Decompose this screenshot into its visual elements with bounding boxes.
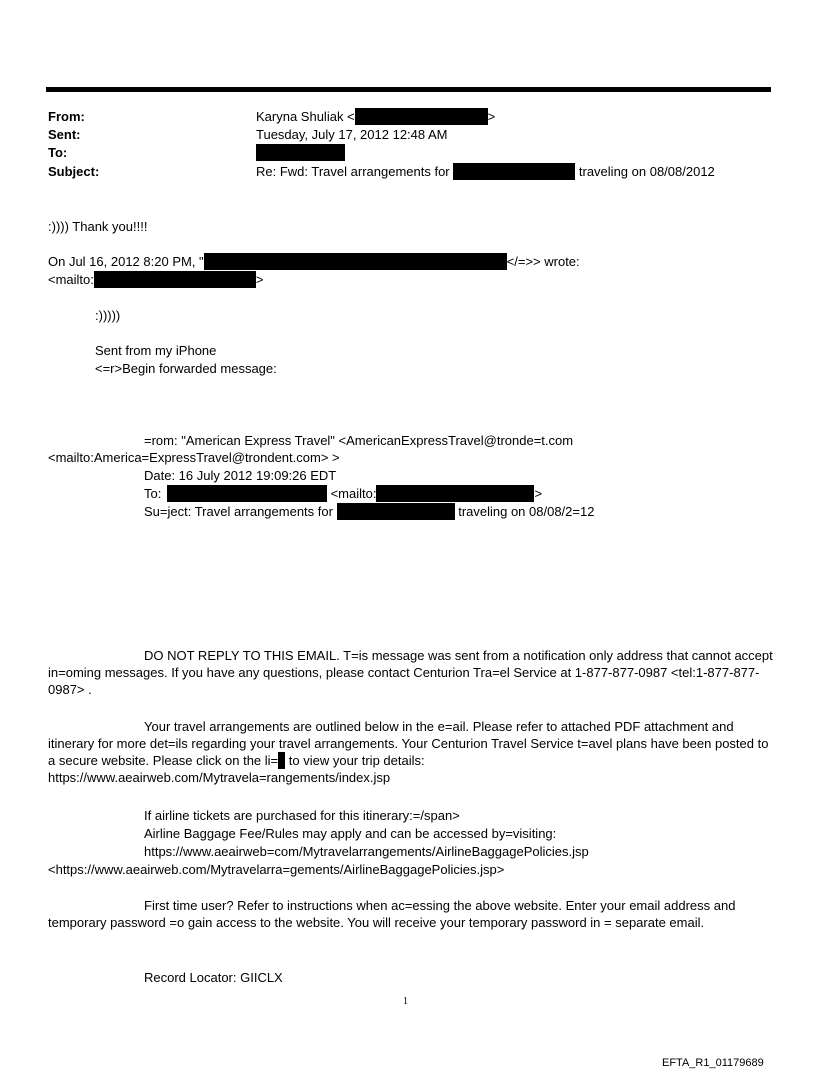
arrangements-rest: itinerary for more det=ils regarding your travel arrangements. Your Centurion Travel Service t=avel plans have been posted to a secure website. Please click on the li= bbox=[48, 736, 769, 768]
arrangements-paragraph bbox=[48, 718, 773, 786]
mailto-end: > bbox=[255, 272, 264, 287]
redaction-block bbox=[167, 485, 327, 502]
header-rule bbox=[46, 87, 771, 92]
bates-number: EFTA_R1_01179689 bbox=[662, 1057, 764, 1069]
page-number: 1 bbox=[403, 996, 408, 1007]
arrangements-tail: to view your trip details: bbox=[285, 753, 425, 768]
mailto-start: <mailto: bbox=[48, 272, 94, 287]
redaction-block bbox=[355, 108, 488, 125]
mailto-line bbox=[48, 271, 263, 288]
notice-paragraph bbox=[48, 647, 773, 698]
subject-value bbox=[256, 163, 715, 180]
redaction-block bbox=[204, 253, 507, 270]
baggage-url-2: <https://www.aeairweb.com/Mytravelarra=gements/AirlineBaggagePolicies.jsp> bbox=[48, 862, 505, 877]
redaction-block bbox=[376, 485, 534, 502]
notice-rest: accept in=oming messages. If you have any questions, please contact Centurion Tra=el Service at 1-877-877-0987 <tel:1-877-877-0987> . bbox=[48, 648, 773, 697]
redaction-block bbox=[337, 503, 455, 520]
subject-label: Subject: bbox=[48, 164, 100, 179]
subject-suffix: traveling on 08/08/2012 bbox=[578, 164, 715, 179]
redaction-block bbox=[94, 271, 256, 288]
fwd-subject-start: Su=ject: Travel arrangements for bbox=[144, 504, 333, 519]
fwd-date-line: Date: 16 July 2012 19:09:26 EDT bbox=[144, 468, 337, 483]
fwd-subject-end: traveling on 08/08/2=12 bbox=[458, 504, 595, 519]
smiley-line: :))))) bbox=[95, 308, 121, 323]
fwd-to-label: To: bbox=[144, 486, 162, 501]
fwd-to-close: > bbox=[534, 486, 543, 501]
redaction-block bbox=[453, 163, 575, 180]
to-value bbox=[256, 144, 345, 161]
from-close: > bbox=[487, 109, 496, 124]
first-time-first-line: First time user? Refer to instructions when ac=essing the above website. Enter your email address and bbox=[144, 898, 736, 913]
thanks-line: :)))) Thank you!!!! bbox=[48, 219, 148, 234]
fwd-mailto-line: <mailto:America=ExpressTravel@trondent.com> > bbox=[48, 450, 340, 465]
first-time-rest: temporary password =o gain access to the website. You will receive your temporary password in = separate email. bbox=[48, 915, 705, 930]
to-label: To: bbox=[48, 145, 68, 160]
fwd-to-mailto: <mailto: bbox=[330, 486, 377, 501]
notice-first-line: DO NOT REPLY TO THIS EMAIL. T=is message was sent from a notification only address that cannot bbox=[144, 648, 731, 663]
arrangements-first-line: Your travel arrangements are outlined below in the e=ail. Please refer to attached PDF attachment and bbox=[144, 719, 734, 734]
record-locator: Record Locator: GIICLX bbox=[144, 970, 283, 985]
baggage-line-2: Airline Baggage Fee/Rules may apply and can be accessed by=visiting: bbox=[144, 826, 557, 841]
first-time-paragraph bbox=[48, 897, 773, 931]
baggage-url-1: https://www.aeairweb=com/Mytravelarrangements/AirlineBaggagePolicies.jsp bbox=[144, 844, 589, 859]
fwd-from-line: =rom: "American Express Travel" <AmericanExpressTravel@tronde=t.com bbox=[144, 433, 574, 448]
redaction-block bbox=[256, 144, 345, 161]
trip-details-url: https://www.aeairweb.com/Mytravela=rangements/index.jsp bbox=[48, 770, 391, 785]
on-date-end: </=>> wrote: bbox=[506, 254, 580, 269]
from-value bbox=[256, 108, 495, 125]
from-name: Karyna Shuliak < bbox=[256, 109, 355, 124]
baggage-line-1: If airline tickets are purchased for this itinerary:=/span> bbox=[144, 808, 460, 823]
sent-value: Tuesday, July 17, 2012 12:48 AM bbox=[256, 127, 448, 142]
subject-prefix: Re: Fwd: Travel arrangements for bbox=[256, 164, 450, 179]
on-date-start: On Jul 16, 2012 8:20 PM, " bbox=[48, 254, 204, 269]
begin-forward-line: <=r>Begin forwarded message: bbox=[95, 361, 277, 376]
sent-label: Sent: bbox=[48, 127, 81, 142]
fwd-subject-line bbox=[144, 503, 594, 520]
fwd-to-line bbox=[144, 485, 542, 502]
from-label: From: bbox=[48, 109, 85, 124]
sent-from-line: Sent from my iPhone bbox=[95, 343, 217, 358]
on-date-line bbox=[48, 253, 580, 270]
